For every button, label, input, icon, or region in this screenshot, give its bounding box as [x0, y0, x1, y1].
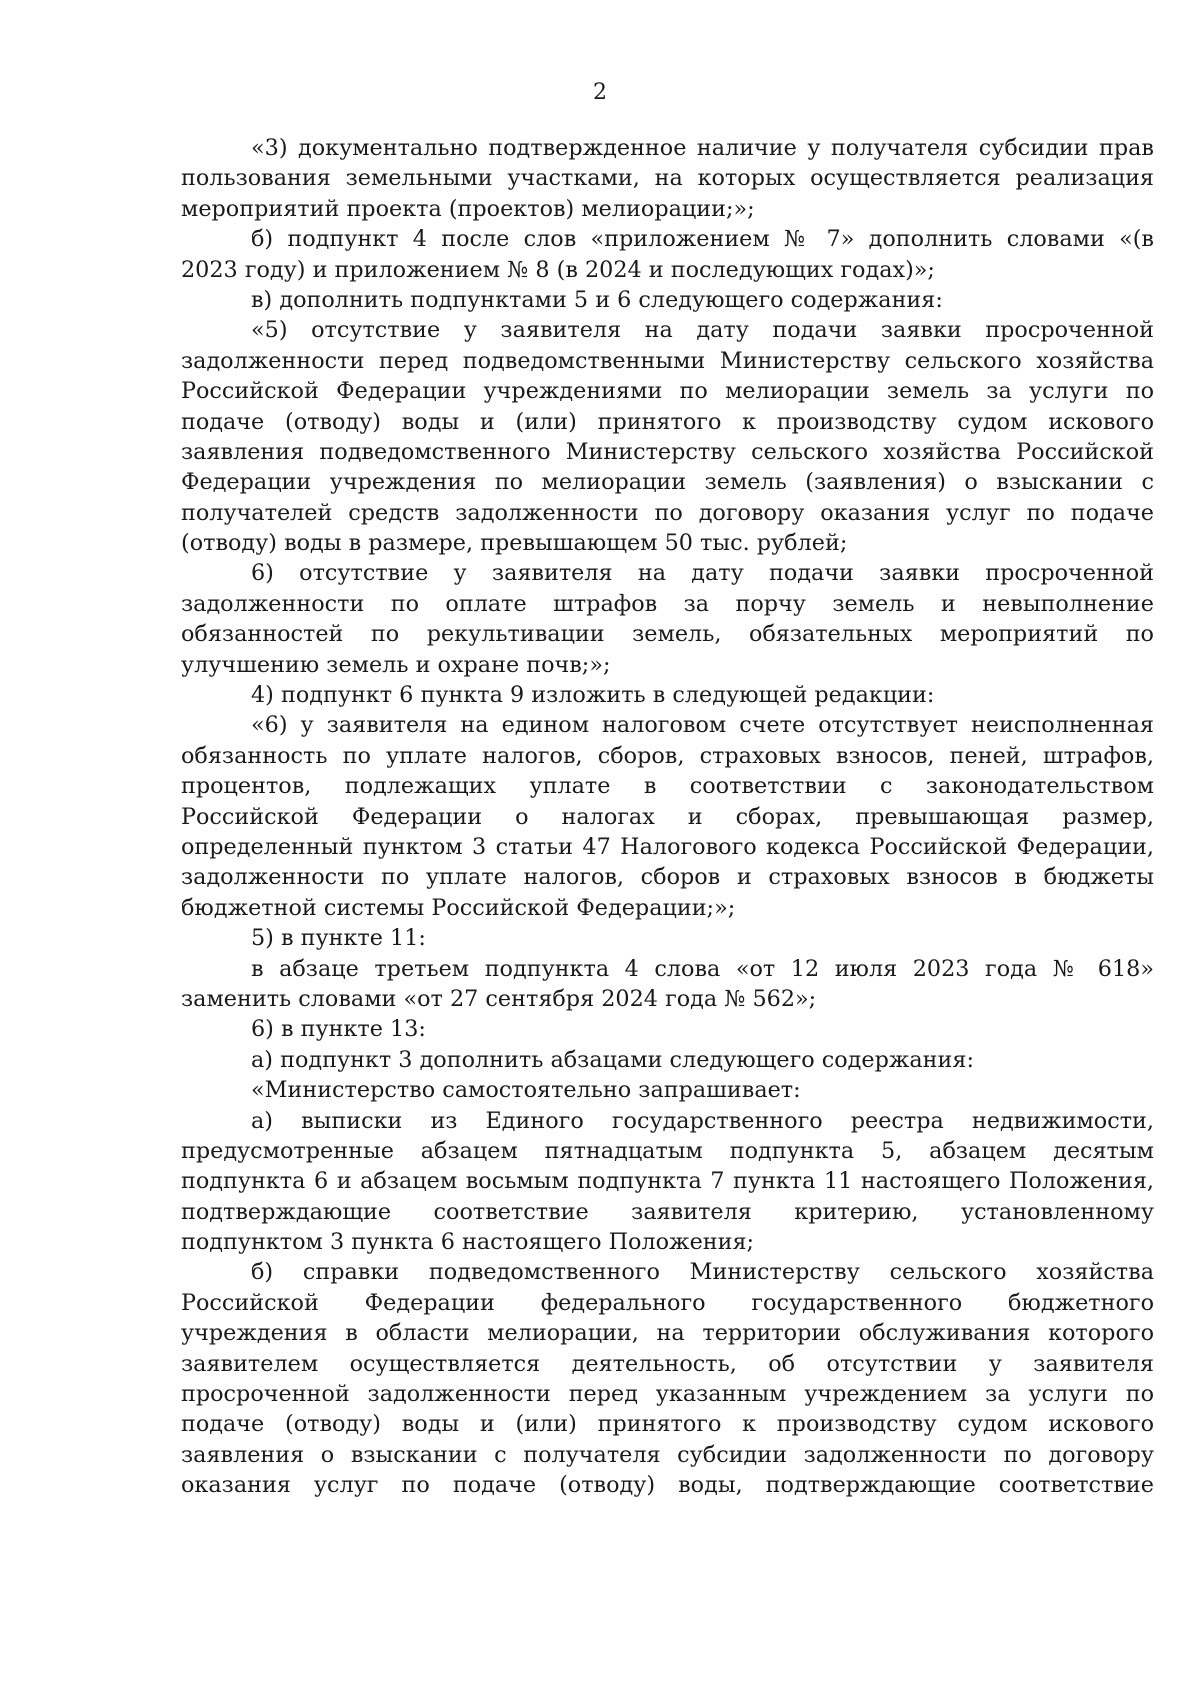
text-line: «Министерство самостоятельно запрашивает:: [251, 1077, 801, 1104]
paragraph: [181, 558, 1154, 680]
text-line: просроченной задолженности перед указанным учреждением за услуги по: [181, 1381, 1154, 1408]
text-line: предусмотренные абзацем пятнадцатым подпункта 5, абзацем десятым: [181, 1137, 1154, 1164]
text-line: определенный пунктом 3 статьи 47 Налогового кодекса Российской Федерации,: [181, 833, 1154, 860]
text-line: 2023 году) и приложением № 8 (в 2024 и последующих годах)»;: [181, 256, 935, 283]
text-line: Федерации учреждения по мелиорации земель (заявления) о взыскании с: [181, 469, 1154, 496]
text-line: подтверждающие соответствие заявителя критерию, установленному: [181, 1198, 1154, 1225]
text-line: пользования земельными участками, на которых осуществляется реализация: [181, 165, 1154, 192]
text-line: б) справки подведомственного Министерству сельского хозяйства: [251, 1259, 1154, 1286]
text-line: заменить словами «от 27 сентября 2024 года № 562»;: [181, 985, 817, 1012]
paragraph: [181, 710, 1154, 923]
text-line: заявления подведомственного Министерству сельского хозяйства Российской: [181, 438, 1154, 465]
text-line: Российской Федерации учреждениями по мелиорации земель за услуги по: [181, 378, 1154, 405]
paragraph: [181, 954, 1154, 1015]
text-line: в абзаце третьем подпункта 4 слова «от 12 июля 2023 года № 618»: [251, 955, 1154, 982]
document-body: [181, 133, 1154, 1501]
text-line: в) дополнить подпунктами 5 и 6 следующего содержания:: [251, 286, 943, 313]
paragraph: [181, 224, 1154, 285]
text-line: Российской Федерации о налогах и сборах, превышающая размер,: [181, 803, 1154, 830]
text-line: получателей средств задолженности по договору оказания услуг по подаче: [181, 499, 1154, 526]
text-line: 5) в пункте 11:: [251, 925, 426, 952]
paragraph: [181, 680, 1154, 710]
text-line: учреждения в области мелиорации, на территории обслуживания которого: [181, 1320, 1154, 1347]
paragraph: [181, 1045, 1154, 1075]
text-line: обязанность по уплате налогов, сборов, страховых взносов, пеней, штрафов,: [181, 742, 1154, 769]
text-line: 6) в пункте 13:: [251, 1016, 426, 1043]
text-line: 4) подпункт 6 пункта 9 изложить в следующей редакции:: [251, 682, 935, 709]
text-line: «6) у заявителя на едином налоговом счете отсутствует неисполненная: [251, 712, 1154, 739]
text-line: подаче (отводу) воды и (или) принятого к производству судом искового: [181, 408, 1154, 435]
text-line: заявления о взыскании с получателя субсидии задолженности по договору: [181, 1441, 1154, 1468]
text-line: «3) документально подтвержденное наличие у получателя субсидии прав: [251, 135, 1154, 161]
text-line: Российской Федерации федерального государственного бюджетного: [181, 1289, 1154, 1316]
paragraph: [181, 315, 1154, 558]
text-line: процентов, подлежащих уплате в соответствии с законодательством: [181, 773, 1154, 800]
text-line: «5) отсутствие у заявителя на дату подачи заявки просроченной: [251, 317, 1154, 344]
paragraph: [181, 1106, 1154, 1258]
text-line: подпунктом 3 пункта 6 настоящего Положения;: [181, 1229, 755, 1256]
text-line: 6) отсутствие у заявителя на дату подачи заявки просроченной: [251, 560, 1154, 587]
text-line: а) выписки из Единого государственного реестра недвижимости,: [251, 1107, 1154, 1134]
text-line: заявителем осуществляется деятельность, об отсутствии у заявителя: [181, 1350, 1154, 1377]
paragraph: [181, 1014, 1154, 1044]
text-line: подаче (отводу) воды и (или) принятого к производству судом искового: [181, 1411, 1154, 1438]
text-line: подпункта 6 и абзацем восьмым подпункта 7 пункта 11 настоящего Положения,: [181, 1168, 1154, 1195]
text-line: оказания услуг по подаче (отводу) воды, подтверждающие соответствие: [181, 1472, 1154, 1499]
paragraph: [181, 1075, 1154, 1105]
text-line: бюджетной системы Российской Федерации;»;: [181, 894, 736, 921]
paragraph: [181, 923, 1154, 953]
text-line: задолженности по оплате штрафов за порчу земель и невыполнение: [181, 590, 1154, 617]
paragraph: [181, 285, 1154, 315]
text-line: задолженности перед подведомственными Министерству сельского хозяйства: [181, 347, 1154, 374]
text-line: обязанностей по рекультивации земель, обязательных мероприятий по: [181, 621, 1154, 648]
text-line: а) подпункт 3 дополнить абзацами следующего содержания:: [251, 1046, 974, 1073]
text-line: улучшению земель и охране почв;»;: [181, 651, 611, 678]
paragraph: [181, 133, 1154, 224]
paragraph: [181, 1257, 1154, 1500]
text-line: б) подпункт 4 после слов «приложением № 7» дополнить словами «(в: [251, 226, 1154, 253]
text-line: задолженности по уплате налогов, сборов и страховых взносов в бюджеты: [181, 864, 1154, 891]
page-number: 2: [593, 80, 607, 105]
text-line: мероприятий проекта (проектов) мелиорации;»;: [181, 195, 755, 222]
text-line: (отводу) воды в размере, превышающем 50 тыс. рублей;: [181, 530, 848, 557]
